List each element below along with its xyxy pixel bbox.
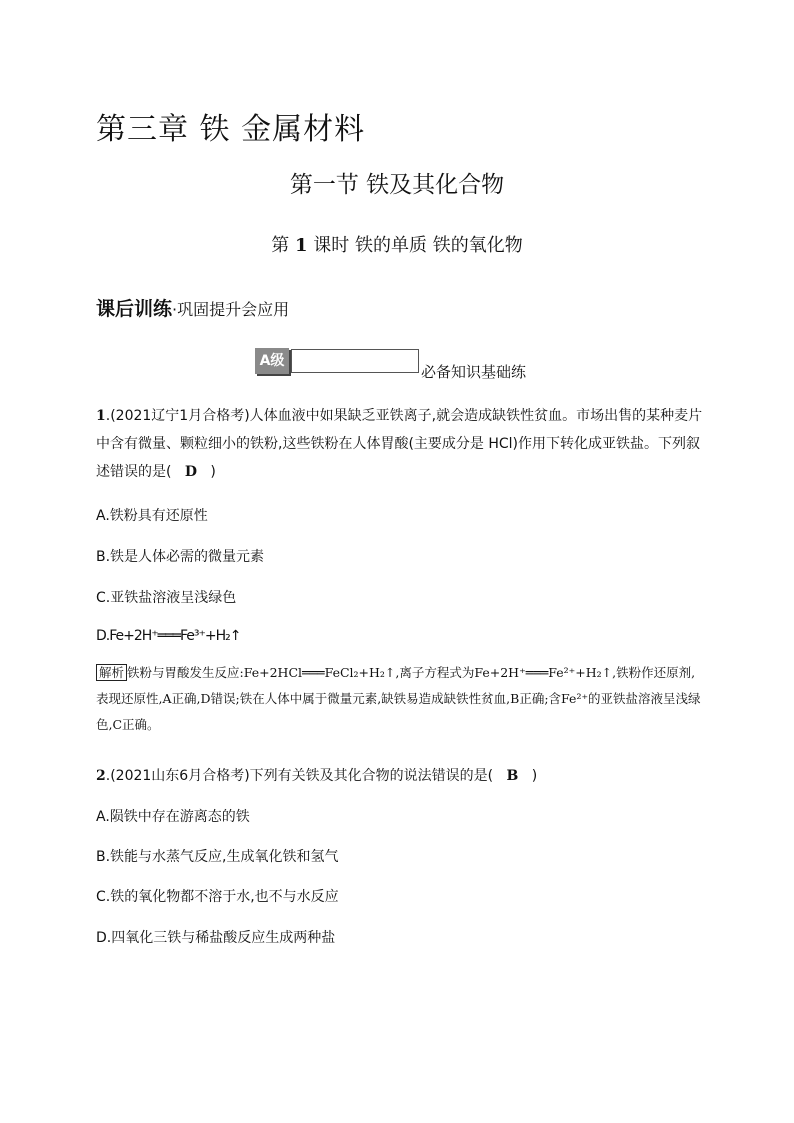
option-a: A.陨铁中存在游离态的铁: [96, 809, 250, 825]
section-title: 第一节 铁及其化合物: [289, 172, 505, 198]
question-stem: 下列有关铁及其化合物的说法错误的是(: [249, 768, 494, 784]
level-tag: A级: [255, 348, 289, 374]
level-badge: [255, 348, 419, 374]
option-c: C.铁的氧化物都不溶于水,也不与水反应: [96, 889, 339, 905]
question-answer: B: [506, 768, 519, 784]
lesson-title: [0, 231, 794, 257]
question-close: ): [210, 464, 216, 480]
explanation: [96, 660, 706, 738]
question-answer: D: [184, 464, 197, 480]
question-1: [96, 402, 706, 486]
training-heading: [96, 294, 289, 321]
option-d: D.Fe+2H⁺═══Fe³⁺+H₂↑: [96, 628, 241, 644]
lesson-number: 1: [295, 235, 308, 256]
question-number: 1: [96, 408, 106, 424]
question-close: ): [531, 768, 538, 784]
question-source: .(2021山东6月合格考): [105, 768, 250, 784]
explanation-tag: 解析: [96, 664, 127, 681]
question-2: [96, 762, 706, 790]
question-source: .(2021辽宁1月合格考): [105, 408, 250, 424]
explanation-text: 铁粉与胃酸发生反应:Fe+2HCl═══FeCl₂+H₂↑,离子方程式为Fe+2H⁺═══Fe²⁺+H₂↑,铁粉作还原剂,表现还原性,A正确,D错误;铁在人体中属于微量元素,缺铁易造成缺铁性贫血,B正确;含Fe²⁺的亚铁盐溶液呈浅绿色,C正确。: [96, 665, 701, 732]
question-stem: 人体血液中如果缺乏亚铁离子,就会造成缺铁性贫血。市场出售的某种麦片中含有微量、颗粒细小的铁粉,这些铁粉在人体胃酸(主要成分是 HCl)作用下转化成亚铁盐。下列叙述错误的是(: [96, 408, 703, 480]
question-number: 2: [96, 768, 106, 784]
training-sub: ·巩固提升会应用: [172, 300, 290, 319]
option-b: B.铁能与水蒸气反应,生成氧化铁和氢气: [96, 849, 339, 865]
chapter-title: 第三章 铁 金属材料: [96, 112, 366, 147]
lesson-suffix: 课时 铁的单质 铁的氧化物: [313, 235, 523, 256]
lesson-prefix: 第: [271, 235, 290, 256]
option-c: C.亚铁盐溶液呈浅绿色: [96, 590, 237, 606]
level-text: 必备知识基础练: [421, 363, 527, 381]
training-main: 课后训练: [96, 298, 173, 320]
option-d: D.四氧化三铁与稀盐酸反应生成两种盐: [96, 930, 336, 946]
level-blank-box: [291, 349, 419, 373]
option-b: B.铁是人体必需的微量元素: [96, 549, 265, 565]
option-a: A.铁粉具有还原性: [96, 508, 208, 524]
